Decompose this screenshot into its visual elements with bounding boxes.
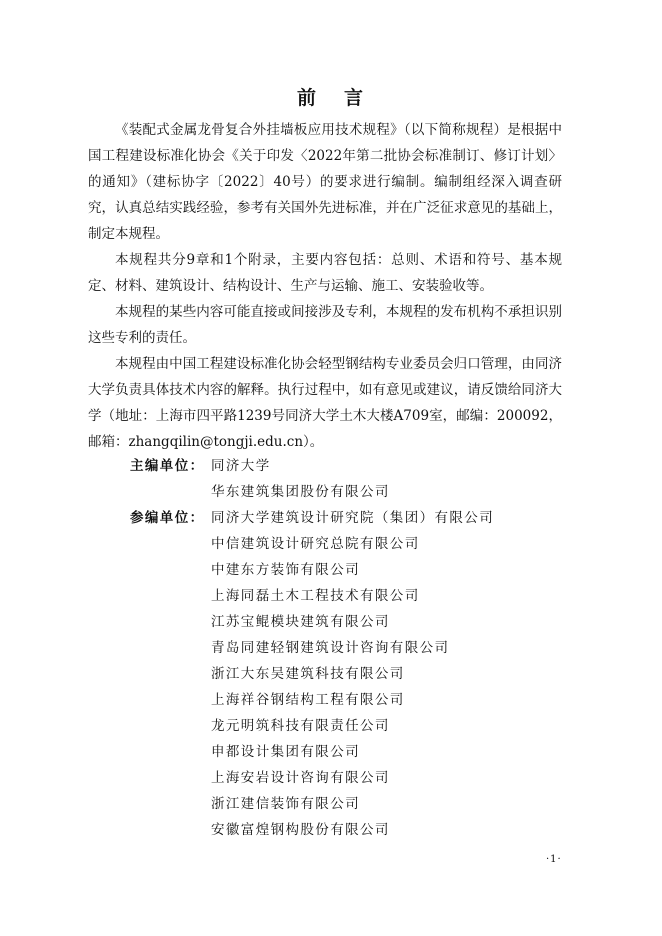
participating-unit-row (130, 661, 570, 687)
participating-unit-row (130, 765, 570, 791)
participating-unit-name: 上海安岩设计咨询有限公司 (211, 770, 390, 786)
page-title (0, 86, 662, 110)
participating-units-label: 参编单位： (130, 510, 205, 526)
chief-units-label: 主编单位： (130, 458, 205, 474)
participating-unit-name: 上海同磊土木工程技术有限公司 (211, 588, 420, 604)
participating-unit-name: 青岛同建轻钢建筑设计咨询有限公司 (211, 640, 450, 656)
paragraph-intro: 《装配式金属龙骨复合外挂墙板应用技术规程》（以下简称规程）是根据中国工程建设标准化协会《关于印发〈2022年第二批协会标准制订、修订计划〉的通知》（建标协字〔2022〕40号）的要求进行编制。编制组经深入调查研究，认真总结实践经验，参考有关国外先进标准，并在广泛征求意见的基础上，制定本规程。 (88, 122, 562, 242)
participating-unit-name: 浙江建信装饰有限公司 (211, 796, 360, 812)
participating-unit-row (130, 635, 570, 661)
participating-unit-row (130, 687, 570, 713)
participating-unit-name: 上海祥谷钢结构工程有限公司 (211, 692, 405, 708)
participating-unit-name: 浙江大东吴建筑科技有限公司 (211, 666, 405, 682)
chief-unit-row (130, 453, 570, 479)
title-char-1: 前 (296, 87, 318, 109)
participating-unit-name: 江苏宝鲲模块建筑有限公司 (211, 614, 390, 630)
participating-unit-name: 龙元明筑科技有限责任公司 (211, 718, 390, 734)
participating-unit-name: 申都设计集团有限公司 (211, 744, 360, 760)
paragraph-patent: 本规程的某些内容可能直接或间接涉及专利，本规程的发布机构不承担识别这些专利的责任。 (88, 304, 562, 346)
chief-unit-name: 同济大学 (211, 458, 271, 474)
participating-unit-name: 安徽富煌钢构股份有限公司 (211, 822, 390, 838)
participating-unit-row (130, 739, 570, 765)
participating-unit-name: 中建东方装饰有限公司 (211, 562, 360, 578)
page-number: ·1· (546, 854, 562, 865)
participating-unit-row (130, 791, 570, 817)
paragraph-contents: 本规程共分9章和1个附录，主要内容包括：总则、术语和符号、基本规定、材料、建筑设计、结构设计、生产与运输、施工、安装验收等。 (88, 252, 562, 294)
participating-unit-name: 中信建筑设计研究总院有限公司 (211, 536, 420, 552)
participating-unit-row (130, 583, 570, 609)
chief-unit-row (130, 479, 570, 505)
paragraph-contact: 本规程由中国工程建设标准化协会轻型钢结构专业委员会归口管理，由同济大学负责具体技术内容的解释。执行过程中，如有意见或建议，请反馈给同济大学（地址：上海市四平路1239号同济大学土木大楼A709室，邮编：200092，邮箱：zhangqilin@tongji.edu.cn）。 (88, 356, 562, 450)
participating-unit-name: 同济大学建筑设计研究院（集团）有限公司 (211, 510, 495, 526)
participating-unit-row (130, 531, 570, 557)
chief-unit-name: 华东建筑集团股份有限公司 (211, 484, 390, 500)
participating-unit-row (130, 609, 570, 635)
preface-body (88, 117, 562, 455)
title-char-2: 言 (344, 87, 366, 109)
units-list (130, 453, 570, 843)
participating-unit-row (130, 557, 570, 583)
participating-unit-row (130, 505, 570, 531)
participating-unit-row (130, 817, 570, 843)
participating-unit-row (130, 713, 570, 739)
